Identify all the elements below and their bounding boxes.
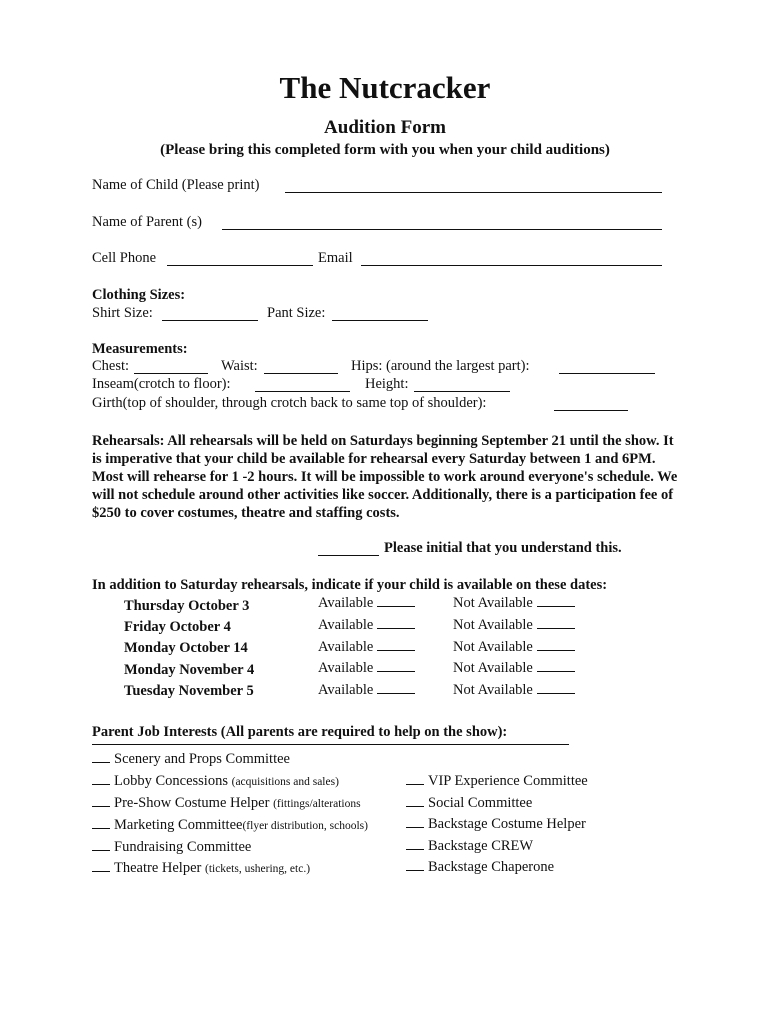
jobs-heading: Parent Job Interests (All parents are required to help on the show): [92, 724, 508, 740]
inseam-label: Inseam(crotch to floor): [92, 376, 231, 392]
measurements-heading: Measurements: [92, 341, 188, 357]
child-name-label: Name of Child (Please print) [92, 177, 260, 193]
shirt-size-label: Shirt Size: [92, 305, 153, 321]
job-option[interactable]: Marketing Committee(flyer distribution, schools) [92, 817, 368, 834]
pant-size-label: Pant Size: [267, 305, 326, 321]
not-available-option[interactable]: Not Available [453, 617, 575, 634]
waist-label: Waist: [221, 358, 258, 374]
parent-name-label: Name of Parent (s) [92, 214, 202, 230]
child-name-field[interactable] [285, 192, 662, 193]
jobs-heading-rule [92, 744, 569, 745]
cell-phone-label: Cell Phone [92, 250, 157, 266]
email-field[interactable] [361, 265, 662, 266]
height-label: Height: [365, 376, 409, 392]
date-label: Friday October 4 [124, 619, 231, 635]
form-subtitle: Audition Form [324, 117, 446, 138]
job-option[interactable]: Backstage CREW [406, 838, 533, 855]
initial-field[interactable] [318, 555, 379, 556]
available-option[interactable]: Available [318, 660, 415, 677]
availability-heading: In addition to Saturday rehearsals, indicate if your child is available on these dates: [92, 577, 608, 593]
girth-label: Girth(top of shoulder, through crotch back to same top of shoulder): [92, 395, 487, 411]
date-label: Monday October 14 [124, 640, 248, 656]
not-available-option[interactable]: Not Available [453, 639, 575, 656]
form-note: (Please bring this completed form with you when your child auditions) [160, 142, 610, 158]
not-available-option[interactable]: Not Available [453, 682, 575, 699]
hips-label: Hips: (around the largest part): [351, 358, 530, 374]
inseam-field[interactable] [255, 391, 350, 392]
not-available-option[interactable]: Not Available [453, 660, 575, 677]
available-option[interactable]: Available [318, 595, 415, 612]
hips-field[interactable] [559, 373, 655, 374]
email-label: Email [318, 250, 353, 266]
job-option[interactable]: Backstage Costume Helper [406, 816, 586, 833]
height-field[interactable] [414, 391, 510, 392]
pant-size-field[interactable] [332, 320, 428, 321]
job-option[interactable]: Fundraising Committee [92, 839, 251, 856]
not-available-option[interactable]: Not Available [453, 595, 575, 612]
available-option[interactable]: Available [318, 617, 415, 634]
job-option[interactable]: Scenery and Props Committee [92, 751, 290, 768]
clothing-heading: Clothing Sizes: [92, 287, 186, 303]
available-option[interactable]: Available [318, 682, 415, 699]
girth-field[interactable] [554, 410, 628, 411]
shirt-size-field[interactable] [162, 320, 258, 321]
job-option[interactable]: Lobby Concessions (acquisitions and sales) [92, 773, 339, 790]
chest-label: Chest: [92, 358, 130, 374]
available-option[interactable]: Available [318, 639, 415, 656]
chest-field[interactable] [134, 373, 208, 374]
job-option[interactable]: VIP Experience Committee [406, 773, 588, 790]
date-label: Monday November 4 [124, 662, 255, 678]
job-option[interactable]: Social Committee [406, 795, 532, 812]
form-title: The Nutcracker [279, 70, 491, 105]
job-option[interactable]: Theatre Helper (tickets, ushering, etc.) [92, 860, 310, 877]
cell-phone-field[interactable] [167, 265, 313, 266]
initial-label: Please initial that you understand this. [384, 540, 622, 556]
date-label: Thursday October 3 [124, 598, 250, 614]
date-label: Tuesday November 5 [124, 683, 254, 699]
job-option[interactable]: Pre-Show Costume Helper (fittings/alterations [92, 795, 361, 812]
job-option[interactable]: Backstage Chaperone [406, 859, 554, 876]
parent-name-field[interactable] [222, 229, 662, 230]
rehearsals-text: Rehearsals: All rehearsals will be held on Saturdays beginning September 21 until the show. It is imperative that your child be available for rehearsal every Saturday between 1 and 6PM. Most will rehearse for 1 -2 hours. It will be impossible to work around everyone's schedule. We will not schedule around other activities like soccer. Additionally, there is a participation fee of $250 to cover costumes, theatre and staffing costs. [92, 433, 678, 521]
waist-field[interactable] [264, 373, 338, 374]
